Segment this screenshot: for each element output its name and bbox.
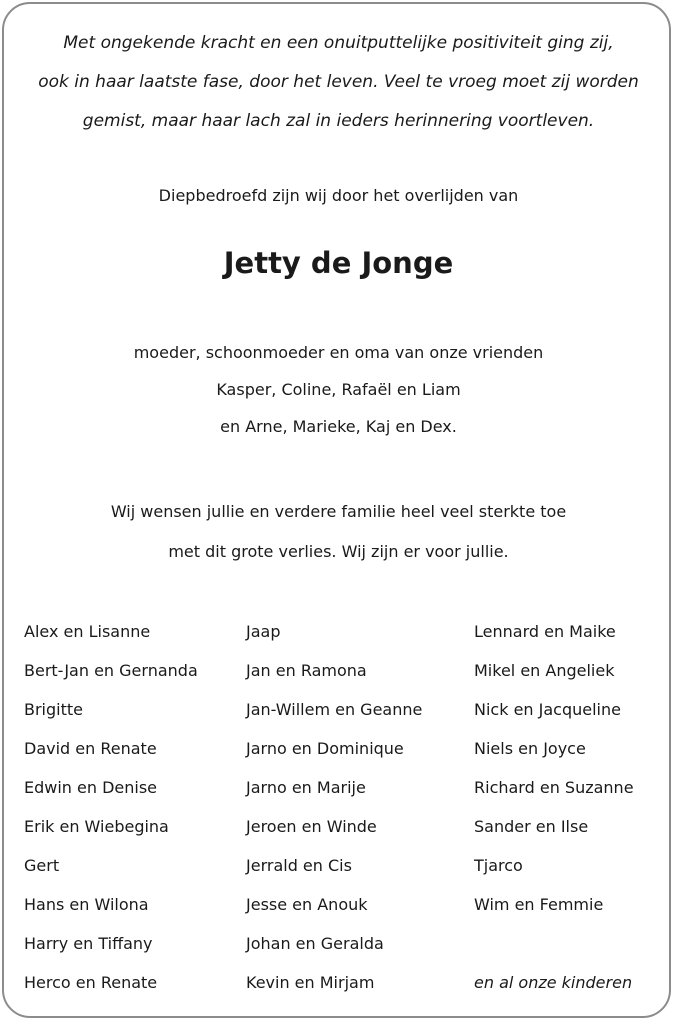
deceased-name: Jetty de Jonge: [223, 246, 454, 280]
signatory: Jan-Willem en Geanne: [246, 700, 423, 719]
signatory: Jaap: [246, 622, 281, 641]
signatory: Edwin en Denise: [24, 778, 158, 797]
condolence-line: met dit grote verlies. Wij zijn er voor jullie.: [168, 542, 509, 561]
signatory: Mikel en Angeliek: [474, 661, 615, 680]
signatory: Lennard en Maike: [474, 622, 616, 641]
intro-line: Met ongekende kracht en een onuitputtelijke positiviteit ging zij,: [63, 33, 614, 53]
signatory: Nick en Jacqueline: [474, 700, 621, 719]
signatory: Jeroen en Winde: [246, 817, 377, 836]
signatory: Jarno en Dominique: [246, 739, 404, 758]
intro-line: ook in haar laatste fase, door het leven. Veel te vroeg moet zij worden: [38, 72, 639, 92]
relation-line: moeder, schoonmoeder en oma van onze vrienden: [133, 343, 544, 362]
signatory: Gert: [24, 856, 60, 875]
signatory: Jesse en Anouk: [246, 895, 368, 914]
announcement-lead: Diepbedroefd zijn wij door het overlijden van: [158, 186, 519, 205]
signatory: Alex en Lisanne: [24, 622, 151, 641]
signatory: Niels en Joyce: [474, 739, 586, 758]
signatory: Johan en Geralda: [246, 934, 384, 953]
signatory: Wim en Femmie: [474, 895, 604, 914]
signatories-column-2: [246, 612, 422, 1002]
signatory: Richard en Suzanne: [474, 778, 634, 797]
condolence-text: [0, 492, 677, 572]
signatory: Tjarco: [474, 856, 523, 875]
intro-line: gemist, maar haar lach zal in ieders herinnering voortleven.: [82, 111, 595, 131]
signatory: Kevin en Mirjam: [246, 973, 375, 992]
signatory: Sander en Ilse: [474, 817, 589, 836]
condolence-line: Wij wensen jullie en verdere familie heel veel sterkte toe: [110, 502, 567, 521]
relation-text: [0, 334, 677, 445]
signatory: Hans en Wilona: [24, 895, 149, 914]
relation-line: Kasper, Coline, Rafaël en Liam: [216, 380, 461, 399]
signatory: Jarno en Marije: [246, 778, 366, 797]
signatory: Jerrald en Cis: [246, 856, 352, 875]
signatories-column-1: [24, 612, 198, 1002]
signatory: Erik en Wiebegina: [24, 817, 169, 836]
spacer: [474, 924, 634, 963]
signatory: Brigitte: [24, 700, 83, 719]
signatories-column-3: [474, 612, 634, 1002]
signatory: Herco en Renate: [24, 973, 158, 992]
signatory: Jan en Ramona: [246, 661, 367, 680]
signatory: David en Renate: [24, 739, 157, 758]
signatory: Harry en Tiffany: [24, 934, 153, 953]
intro-text: [0, 24, 677, 141]
closing-line: en al onze kinderen: [474, 973, 633, 992]
relation-line: en Arne, Marieke, Kaj en Dex.: [220, 417, 457, 436]
signatory: Bert-Jan en Gernanda: [24, 661, 198, 680]
